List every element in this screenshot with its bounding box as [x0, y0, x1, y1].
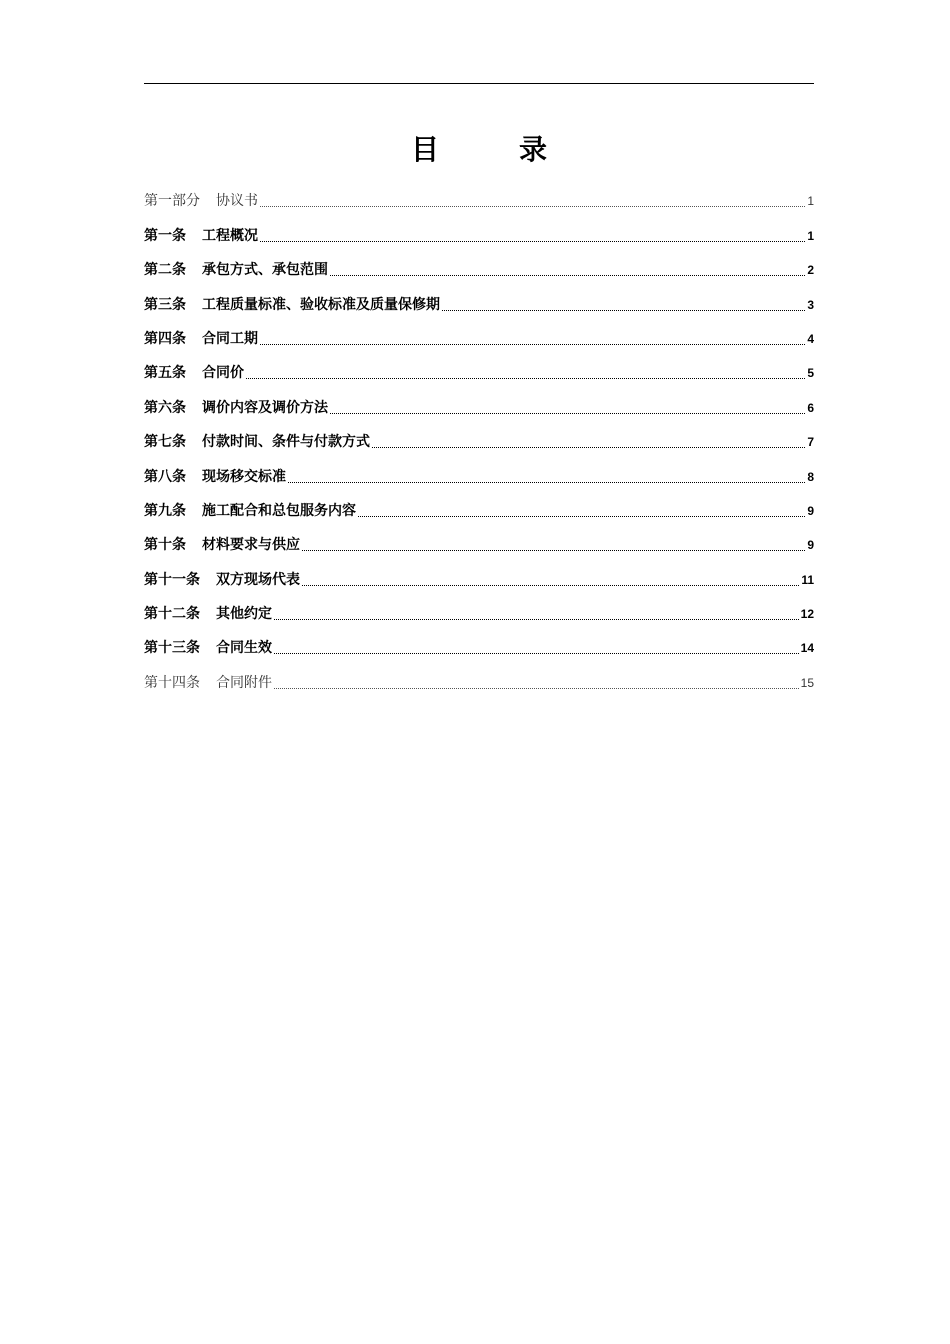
toc-entry-number: 第二条 — [144, 262, 186, 279]
toc-entry-label — [144, 604, 272, 625]
toc-entry[interactable] — [144, 453, 814, 487]
toc-entry-number: 第一部分 — [144, 193, 200, 210]
toc-entry[interactable] — [144, 556, 814, 590]
toc-dot-leader — [260, 206, 805, 207]
toc-entry[interactable] — [144, 659, 814, 693]
toc-entry-page: 15 — [800, 675, 814, 690]
toc-entry-label — [144, 226, 258, 247]
toc-entry-label — [144, 467, 286, 488]
toc-dot-leader — [330, 413, 805, 414]
toc-dot-leader — [442, 310, 805, 311]
toc-entry-title: 材料要求与供应 — [202, 537, 300, 554]
toc-entry-title: 工程质量标准、验收标准及质量保修期 — [202, 296, 440, 313]
toc-entry-label — [144, 363, 244, 384]
toc-dot-leader — [302, 585, 799, 586]
toc-entry[interactable] — [144, 591, 814, 625]
toc-entry-label — [144, 191, 258, 212]
toc-entry[interactable] — [144, 212, 814, 246]
toc-entry[interactable] — [144, 281, 814, 315]
toc-entry-label — [144, 570, 300, 591]
toc-entry-page: 14 — [800, 641, 814, 656]
toc-dot-leader — [372, 447, 805, 448]
toc-entry[interactable] — [144, 522, 814, 556]
toc-entry-title: 调价内容及调价方法 — [202, 399, 328, 416]
toc-entry-number: 第十四条 — [144, 674, 200, 691]
toc-dot-leader — [288, 482, 805, 483]
toc-entry-number: 第八条 — [144, 468, 186, 485]
toc-entry[interactable] — [144, 419, 814, 453]
header-rule — [144, 83, 814, 84]
toc-entry-title: 合同附件 — [216, 674, 272, 691]
toc-entry-number: 第四条 — [144, 330, 186, 347]
toc-dot-leader — [302, 550, 805, 551]
toc-entry-page: 2 — [807, 263, 814, 278]
toc-entry-title: 现场移交标准 — [202, 468, 286, 485]
toc-entry-title: 工程概况 — [202, 227, 258, 244]
toc-entry-title: 合同工期 — [202, 330, 258, 347]
toc-entry-title: 付款时间、条件与付款方式 — [202, 434, 370, 451]
toc-entry-title: 合同价 — [202, 365, 244, 382]
toc-entry-number: 第六条 — [144, 399, 186, 416]
toc-entry-label — [144, 329, 258, 350]
toc-entry-page: 1 — [807, 194, 814, 209]
toc-dot-leader — [260, 241, 805, 242]
toc-entry-title: 合同生效 — [216, 640, 272, 657]
toc-entry-title: 施工配合和总包服务内容 — [202, 502, 356, 519]
toc-dot-leader — [358, 516, 805, 517]
toc-entry-number: 第九条 — [144, 502, 186, 519]
toc-entry-page: 11 — [801, 572, 814, 587]
toc-entry[interactable] — [144, 316, 814, 350]
toc-entry-page: 9 — [807, 503, 814, 518]
toc-entry-label — [144, 501, 356, 522]
toc-entry-number: 第一条 — [144, 227, 186, 244]
toc-entry-page: 1 — [807, 228, 814, 243]
toc-entry-number: 第十一条 — [144, 571, 200, 588]
toc-entry-number: 第三条 — [144, 296, 186, 313]
toc-entry-title: 协议书 — [216, 193, 258, 210]
toc-dot-leader — [260, 344, 805, 345]
toc-dot-leader — [330, 275, 805, 276]
toc-list — [144, 178, 814, 694]
toc-entry-page: 8 — [807, 469, 814, 484]
toc-entry[interactable] — [144, 350, 814, 384]
toc-entry-number: 第十条 — [144, 537, 186, 554]
toc-dot-leader — [274, 619, 799, 620]
toc-entry-label — [144, 535, 300, 556]
toc-entry-number: 第十二条 — [144, 606, 200, 623]
toc-entry-title: 其他约定 — [216, 606, 272, 623]
toc-entry-label — [144, 295, 440, 316]
toc-entry[interactable] — [144, 384, 814, 418]
toc-entry-page: 7 — [807, 435, 814, 450]
toc-entry-label — [144, 673, 272, 694]
toc-entry-label — [144, 432, 370, 453]
toc-entry[interactable] — [144, 247, 814, 281]
toc-entry[interactable] — [144, 625, 814, 659]
toc-entry-number: 第五条 — [144, 365, 186, 382]
toc-entry-number: 第七条 — [144, 434, 186, 451]
toc-entry-page: 4 — [807, 331, 814, 346]
toc-entry[interactable] — [144, 178, 814, 212]
toc-dot-leader — [246, 378, 805, 379]
toc-dot-leader — [274, 688, 799, 689]
toc-entry-label — [144, 398, 328, 419]
toc-entry-page: 5 — [807, 366, 814, 381]
toc-entry-page: 6 — [807, 400, 814, 415]
toc-entry-page: 9 — [807, 538, 814, 553]
toc-dot-leader — [274, 653, 799, 654]
toc-entry-number: 第十三条 — [144, 640, 200, 657]
toc-entry-page: 12 — [800, 607, 814, 622]
toc-entry-page: 3 — [807, 297, 814, 312]
toc-entry-title: 承包方式、承包范围 — [202, 262, 328, 279]
toc-entry-label — [144, 260, 328, 281]
toc-entry[interactable] — [144, 488, 814, 522]
toc-entry-title: 双方现场代表 — [216, 571, 300, 588]
toc-title: 目 录 — [410, 133, 573, 166]
toc-entry-label — [144, 638, 272, 659]
